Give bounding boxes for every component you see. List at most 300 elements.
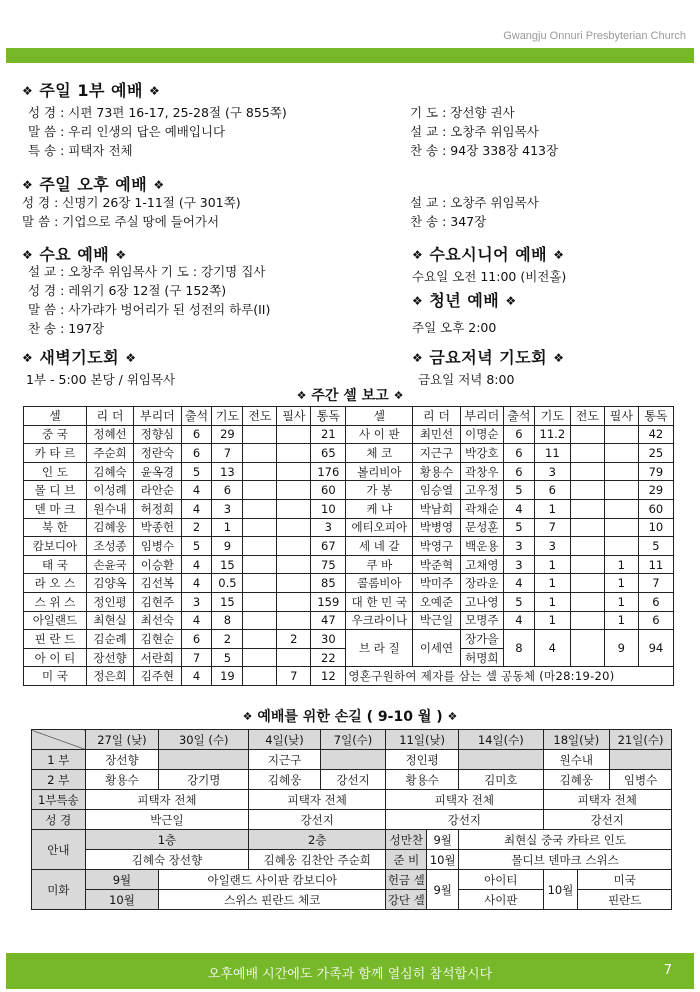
diamond-icon: ❖ <box>412 351 424 365</box>
schedule-cell: 피택자 전체 <box>543 790 671 810</box>
table-cell: 1 <box>534 555 570 574</box>
table-cell <box>570 444 604 463</box>
table-cell: 정란숙 <box>134 444 181 463</box>
table-cell: 159 <box>311 592 346 611</box>
table-cell: 핀 란 드 <box>24 630 87 649</box>
table-cell: 덴 마 크 <box>24 499 87 518</box>
diamond-icon: ❖ <box>22 84 34 98</box>
diamond-icon: ❖ <box>505 294 517 308</box>
table-cell: 4 <box>503 499 534 518</box>
diamond-icon: ❖ <box>412 294 424 308</box>
table-cell: 브 라 질 <box>346 630 413 667</box>
friday-title-text: 금요저녁 기도회 <box>429 348 548 367</box>
schedule-cell: 박근일 <box>85 810 249 830</box>
table-cell: 콜롬비아 <box>346 574 413 593</box>
diamond-icon: ❖ <box>22 178 34 192</box>
offering-month: 9월 <box>427 870 459 910</box>
schedule-cell: 김혜웅 <box>543 770 610 790</box>
column-header: 셀 <box>24 407 87 426</box>
pulpit-label: 강단 셀 <box>386 890 427 910</box>
table-cell: 우크라이나 <box>346 611 413 630</box>
supper-label: 성만찬 <box>386 830 427 850</box>
table-cell <box>277 444 311 463</box>
table-cell <box>570 611 604 630</box>
table-cell: 1 <box>212 518 243 537</box>
table-cell: 13 <box>212 462 243 481</box>
table-cell: 4 <box>181 555 212 574</box>
diamond-icon: ❖ <box>125 351 137 365</box>
offering-cell: 미국 <box>578 870 672 890</box>
table-cell: 4 <box>503 574 534 593</box>
table-cell: 7 <box>638 574 673 593</box>
table-cell <box>277 555 311 574</box>
schedule-cell: 강선지 <box>320 770 385 790</box>
table-cell: 21 <box>311 425 346 444</box>
table-cell: 장선향 <box>86 648 133 667</box>
schedule-cell: 피택자 전체 <box>249 790 386 810</box>
table-cell: 김주현 <box>134 667 181 686</box>
table-cell: 5 <box>503 592 534 611</box>
table-cell: 김혜웅 <box>86 518 133 537</box>
table-cell: 조성종 <box>86 537 133 556</box>
table-cell: 25 <box>638 444 673 463</box>
column-header: 전도 <box>243 407 277 426</box>
table-row <box>24 518 674 537</box>
schedule-cell: 강기명 <box>159 770 249 790</box>
table-cell: 3 <box>212 499 243 518</box>
table-cell <box>570 481 604 500</box>
schedule-cell: 황용수 <box>85 770 159 790</box>
schedule-cell-blank <box>320 750 385 770</box>
table-cell <box>243 425 277 444</box>
diamond-icon: ❖ <box>393 389 404 402</box>
supper-cells: 몰디브 덴마크 스위스 <box>459 850 672 870</box>
table-cell: 체 코 <box>346 444 413 463</box>
schedule-cell-blank <box>159 750 249 770</box>
table-cell: 11 <box>534 444 570 463</box>
schedule-cell: 황용수 <box>386 770 459 790</box>
table-cell: 5 <box>638 537 673 556</box>
table-cell: 박준혁 <box>413 555 460 574</box>
table-cell: 김양옥 <box>86 574 133 593</box>
table-cell: 3 <box>181 592 212 611</box>
diamond-icon: ❖ <box>115 248 127 262</box>
supper-sub-label: 준 비 <box>386 850 427 870</box>
table-cell: 4 <box>181 611 212 630</box>
table-cell: 9 <box>212 537 243 556</box>
table-cell: 미 국 <box>24 667 87 686</box>
table-cell: 3 <box>503 537 534 556</box>
table-cell: 3 <box>534 462 570 481</box>
table-cell: 0.5 <box>212 574 243 593</box>
sunday-pm-scripture: 성 경 : 신명기 26장 1-11절 (구 301쪽) <box>22 195 241 210</box>
table-cell: 스 위 스 <box>24 592 87 611</box>
table-cell: 이성례 <box>86 481 133 500</box>
senior-title-text: 수요시니어 예배 <box>429 245 548 264</box>
table-cell <box>604 462 638 481</box>
table-cell: 6 <box>503 462 534 481</box>
table-cell: 박남희 <box>413 499 460 518</box>
decor-month: 9월 <box>85 870 159 890</box>
schedule-cell: 피택자 전체 <box>386 790 543 810</box>
table-cell <box>277 592 311 611</box>
schedule-cell: 정인평 <box>386 750 459 770</box>
offering-cell: 아이티 <box>459 870 544 890</box>
sunday1-section <box>22 78 160 101</box>
table-cell: 태 국 <box>24 555 87 574</box>
sunday-pm-title <box>22 172 165 195</box>
schedule-cell: 김혜웅 <box>249 770 321 790</box>
table-cell: 박영구 <box>413 537 460 556</box>
table-cell: 4 <box>534 630 570 667</box>
table-cell: 모명주 <box>460 611 503 630</box>
table-cell <box>243 667 277 686</box>
table-cell: 6 <box>638 592 673 611</box>
table-cell: 원수내 <box>86 499 133 518</box>
table-cell: 42 <box>638 425 673 444</box>
diamond-icon: ❖ <box>296 389 307 402</box>
sunday-pm-sermon: 말 씀 : 기업으로 주실 땅에 들어가서 <box>22 214 220 229</box>
table-row <box>24 611 674 630</box>
table-cell <box>277 537 311 556</box>
table-cell: 2 <box>277 630 311 649</box>
service-dates-row <box>32 730 672 750</box>
sunday1-sermon: 말 씀 : 우리 인생의 답은 예배입니다 <box>28 124 226 139</box>
date-cell: 11일(낮) <box>386 730 459 750</box>
senior-title <box>412 242 566 265</box>
column-header: 부리더 <box>134 407 181 426</box>
footer-message: 오후예배 시간에도 가족과 함께 열심히 참석합시다 <box>207 967 493 982</box>
table-cell: 5 <box>503 481 534 500</box>
table-cell <box>277 462 311 481</box>
table-cell: 에티오피아 <box>346 518 413 537</box>
table-cell <box>243 611 277 630</box>
table-cell: 4 <box>181 574 212 593</box>
sunday1-title <box>22 78 160 101</box>
table-cell <box>277 499 311 518</box>
table-cell: 주순희 <box>86 444 133 463</box>
table-cell: 정향심 <box>134 425 181 444</box>
table-cell: 김혜숙 <box>86 462 133 481</box>
diamond-icon: ❖ <box>553 248 565 262</box>
table-cell: 4 <box>503 611 534 630</box>
table-cell: 김현순 <box>134 630 181 649</box>
youth-title <box>412 288 517 311</box>
table-cell: 6 <box>181 425 212 444</box>
table-cell: 19 <box>212 667 243 686</box>
table-cell: 박병영 <box>413 518 460 537</box>
table-cell: 몰 디 브 <box>24 481 87 500</box>
table-cell: 윤옥경 <box>134 462 181 481</box>
table-cell: 북 한 <box>24 518 87 537</box>
cell-report-title-text: 주간 셀 보고 <box>311 388 389 404</box>
wednesday-line1: 설 교 : 오창주 위임목사 기 도 : 강기명 집사 <box>28 264 266 279</box>
table-cell: 임승열 <box>413 481 460 500</box>
cell-motto: 영혼구원하여 제자를 삼는 셀 공동체 (마28:19-20) <box>346 667 674 686</box>
service-row-scripture <box>32 810 672 830</box>
date-cell: 7일(수) <box>320 730 385 750</box>
cell-report-header <box>24 407 674 426</box>
table-cell: 1 <box>604 611 638 630</box>
row-label: 미화 <box>32 870 86 910</box>
row-label: 안내 <box>32 830 86 870</box>
dawn-title-text: 새벽기도회 <box>39 348 120 367</box>
table-cell: 박미주 <box>413 574 460 593</box>
table-cell: 박강호 <box>460 444 503 463</box>
sunday1-right <box>410 103 558 160</box>
table-cell: 7 <box>181 648 212 667</box>
table-cell <box>570 555 604 574</box>
column-header: 리 더 <box>413 407 460 426</box>
table-cell: 1 <box>534 592 570 611</box>
diamond-icon: ❖ <box>412 248 424 262</box>
table-cell: 22 <box>311 648 346 667</box>
table-cell <box>604 444 638 463</box>
table-cell: 29 <box>638 481 673 500</box>
table-cell: 75 <box>311 555 346 574</box>
table-row <box>24 555 674 574</box>
table-cell: 고채영 <box>460 555 503 574</box>
table-cell: 쿠 바 <box>346 555 413 574</box>
table-cell: 2 <box>181 518 212 537</box>
diamond-icon: ❖ <box>553 351 565 365</box>
table-cell <box>277 611 311 630</box>
column-header: 통독 <box>638 407 673 426</box>
youth-title-text: 청년 예배 <box>429 291 500 310</box>
table-cell: 11 <box>638 555 673 574</box>
wednesday-line2: 성 경 : 레위기 6장 12절 (구 152쪽) <box>28 283 227 298</box>
table-cell <box>243 630 277 649</box>
service-title-text: 예배를 위한 손길 ( 9-10 월 ) <box>257 709 443 725</box>
table-cell <box>277 648 311 667</box>
table-cell: 장라운 <box>460 574 503 593</box>
table-cell: 중 국 <box>24 425 87 444</box>
row-label: 1 부 <box>32 750 86 770</box>
guide-names-1: 김혜숙 장선향 <box>85 850 249 870</box>
sunday-pm-right <box>410 193 539 231</box>
header-bar <box>6 48 694 63</box>
table-cell: 5 <box>181 537 212 556</box>
table-cell: 최선숙 <box>134 611 181 630</box>
table-cell: 김순례 <box>86 630 133 649</box>
table-cell: 최민선 <box>413 425 460 444</box>
friday-time: 금요일 저녁 8:00 <box>418 372 515 387</box>
column-header: 출석 <box>181 407 212 426</box>
service-row-guide-2 <box>32 850 672 870</box>
table-cell: 이승환 <box>134 555 181 574</box>
table-cell: 케 냐 <box>346 499 413 518</box>
table-cell <box>604 481 638 500</box>
schedule-cell: 장선향 <box>85 750 159 770</box>
church-name: Gwangju Onnuri Presbyterian Church <box>503 30 686 42</box>
schedule-cell: 임병수 <box>610 770 672 790</box>
friday-section <box>412 345 564 389</box>
wednesday-line3: 말 씀 : 사가랴가 벙어리가 된 성전의 하루(II) <box>28 302 271 317</box>
table-cell: 30 <box>311 630 346 649</box>
table-cell: 김선복 <box>134 574 181 593</box>
table-cell <box>243 499 277 518</box>
guide-names-2: 김혜웅 김찬안 주순희 <box>249 850 386 870</box>
table-cell <box>243 555 277 574</box>
table-cell: 60 <box>638 499 673 518</box>
diamond-icon: ❖ <box>22 248 34 262</box>
table-cell: 아 이 티 <box>24 648 87 667</box>
table-cell: 1 <box>604 574 638 593</box>
column-header: 부리더 <box>460 407 503 426</box>
row-label: 2 부 <box>32 770 86 790</box>
date-cell: 18일(낮) <box>543 730 610 750</box>
table-cell: 김현주 <box>134 592 181 611</box>
table-cell <box>243 648 277 667</box>
table-cell: 6 <box>181 630 212 649</box>
table-cell: 5 <box>212 648 243 667</box>
table-cell: 85 <box>311 574 346 593</box>
sunday-pm-title-text: 주일 오후 예배 <box>39 175 148 194</box>
table-cell: 3 <box>503 555 534 574</box>
table-cell: 백운용 <box>460 537 503 556</box>
table-cell: 65 <box>311 444 346 463</box>
table-cell: 4 <box>181 667 212 686</box>
schedule-cell: 강선지 <box>249 810 386 830</box>
table-cell: 장가을 <box>460 630 503 649</box>
supper-month: 10월 <box>427 850 459 870</box>
column-header: 필사 <box>604 407 638 426</box>
table-cell: 세 네 갈 <box>346 537 413 556</box>
table-cell: 최현실 <box>86 611 133 630</box>
column-header: 리 더 <box>86 407 133 426</box>
dawn-title <box>22 345 175 368</box>
date-cell: 21일(수) <box>610 730 672 750</box>
table-cell: 곽창우 <box>460 462 503 481</box>
table-cell <box>243 481 277 500</box>
column-header: 셀 <box>346 407 413 426</box>
table-cell: 3 <box>534 537 570 556</box>
friday-title <box>412 345 564 368</box>
table-cell: 고나영 <box>460 592 503 611</box>
diamond-icon: ❖ <box>22 351 34 365</box>
table-cell: 7 <box>277 667 311 686</box>
sunday1-prayer: 기 도 : 장선향 권사 <box>410 105 515 120</box>
table-cell: 29 <box>212 425 243 444</box>
wednesday-title-text: 수요 예배 <box>39 245 110 264</box>
table-cell: 허정희 <box>134 499 181 518</box>
wednesday-line4: 찬 송 : 197장 <box>28 321 105 336</box>
column-header: 필사 <box>277 407 311 426</box>
table-cell: 3 <box>311 518 346 537</box>
table-cell <box>243 444 277 463</box>
table-cell <box>570 537 604 556</box>
table-cell <box>243 518 277 537</box>
supper-cells: 최현실 중국 카타르 인도 <box>459 830 672 850</box>
service-row-2bu <box>32 770 672 790</box>
table-cell: 지근구 <box>413 444 460 463</box>
diamond-icon: ❖ <box>153 178 165 192</box>
offering-label: 헌금 셀 <box>386 870 427 890</box>
service-row-1bu <box>32 750 672 770</box>
table-cell: 15 <box>212 592 243 611</box>
table-cell: 4 <box>181 499 212 518</box>
senior-section <box>412 242 566 286</box>
table-cell <box>570 630 604 667</box>
schedule-cell: 피택자 전체 <box>85 790 249 810</box>
table-cell: 박종헌 <box>134 518 181 537</box>
diamond-icon: ❖ <box>148 84 161 98</box>
table-cell: 60 <box>311 481 346 500</box>
guide-floor1: 1층 <box>85 830 249 850</box>
table-cell: 6 <box>638 611 673 630</box>
table-cell: 고우정 <box>460 481 503 500</box>
table-cell: 7 <box>212 444 243 463</box>
offering-cell: 핀란드 <box>578 890 672 910</box>
table-row <box>24 592 674 611</box>
table-cell: 5 <box>503 518 534 537</box>
table-cell: 6 <box>181 444 212 463</box>
sunday1-title-text: 주일 1부 예배 <box>39 81 143 100</box>
table-cell: 오예준 <box>413 592 460 611</box>
table-cell <box>243 462 277 481</box>
table-cell: 카 타 르 <box>24 444 87 463</box>
schedule-cell: 김미호 <box>459 770 544 790</box>
table-cell: 6 <box>534 481 570 500</box>
table-cell: 10 <box>638 518 673 537</box>
supper-month: 9월 <box>427 830 459 850</box>
sunday1-scripture: 성 경 : 시편 73편 16-17, 25-28절 (구 855쪽) <box>28 105 287 120</box>
row-label: 성 경 <box>32 810 86 830</box>
table-cell: 가 봉 <box>346 481 413 500</box>
sunday-pm-section <box>22 172 165 195</box>
table-cell: 황용수 <box>413 462 460 481</box>
table-cell <box>570 518 604 537</box>
table-cell: 손윤국 <box>86 555 133 574</box>
service-row-decor-1 <box>32 870 672 890</box>
service-row-guide-1 <box>32 830 672 850</box>
service-row-special <box>32 790 672 810</box>
table-cell: 정은희 <box>86 667 133 686</box>
sunday-pm-left <box>22 193 241 231</box>
table-row <box>24 667 674 686</box>
sunday1-hymn: 찬 송 : 94장 338장 413장 <box>410 143 559 158</box>
table-cell <box>604 425 638 444</box>
decor-cells: 스위스 핀란드 체코 <box>159 890 386 910</box>
diamond-icon: ❖ <box>242 710 253 723</box>
table-cell: 94 <box>638 630 673 667</box>
table-cell: 5 <box>181 462 212 481</box>
table-cell <box>570 499 604 518</box>
table-cell: 문성훈 <box>460 518 503 537</box>
table-cell: 79 <box>638 462 673 481</box>
schedule-cell: 강선지 <box>386 810 543 830</box>
table-cell <box>570 462 604 481</box>
table-cell: 176 <box>311 462 346 481</box>
table-cell: 6 <box>212 481 243 500</box>
offering-cell: 사이판 <box>459 890 544 910</box>
table-cell: 정혜선 <box>86 425 133 444</box>
table-cell: 서란희 <box>134 648 181 667</box>
table-cell: 1 <box>604 592 638 611</box>
table-cell: 8 <box>212 611 243 630</box>
table-cell: 4 <box>181 481 212 500</box>
table-cell <box>570 574 604 593</box>
table-cell: 47 <box>311 611 346 630</box>
table-cell <box>277 425 311 444</box>
table-cell: 12 <box>311 667 346 686</box>
column-header: 기도 <box>534 407 570 426</box>
decor-cells: 아일랜드 사이판 캄보디아 <box>159 870 386 890</box>
table-cell: 임병수 <box>134 537 181 556</box>
table-cell: 15 <box>212 555 243 574</box>
table-cell <box>277 518 311 537</box>
guide-floor2: 2층 <box>249 830 386 850</box>
